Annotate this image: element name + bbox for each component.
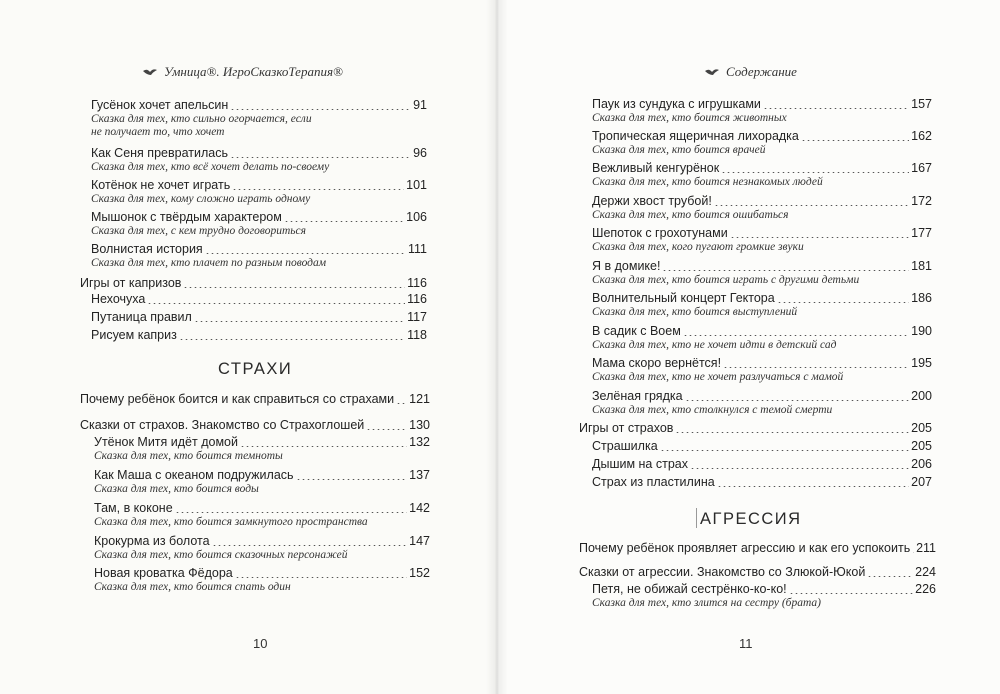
section-heading: СТРАХИ — [218, 360, 293, 378]
toc-entry-note: Сказка для тех, кто не хочет разлучаться с мамой — [592, 371, 844, 383]
toc-entry-note: Сказка для тех, кому сложно играть одному — [91, 193, 311, 205]
toc-entry-title: Как Сеня превратилась — [91, 146, 228, 160]
toc-entry-page: 142 — [409, 501, 430, 515]
page-number: 11 — [739, 636, 753, 651]
toc-entry-note: Сказка для тех, кто не хочет идти в детский сад — [592, 339, 837, 351]
toc-entry-page: 162 — [911, 129, 932, 143]
toc-entry — [94, 468, 430, 496]
toc-entry — [91, 328, 427, 343]
toc-entry-page: 186 — [911, 291, 932, 305]
toc-entry-page: 117 — [407, 310, 427, 324]
toc-entry-title: Котёнок не хочет играть — [91, 178, 231, 192]
toc-entry-title: Страшилка — [592, 439, 658, 453]
toc-entry-page: 96 — [413, 146, 427, 160]
toc-entry — [80, 276, 427, 291]
toc-entry-title: Мышонок с твёрдым характером — [91, 210, 282, 224]
toc-entry — [592, 226, 932, 254]
toc-entry — [592, 356, 932, 384]
toc-entry-page: 195 — [911, 356, 932, 370]
toc-entry-title: Тропическая ящеричная лихорадка — [592, 129, 799, 143]
toc-entry — [91, 292, 427, 307]
toc-entry — [579, 421, 932, 436]
toc-entry-title: Волнительный концерт Гектора — [592, 291, 775, 305]
toc-entry-title: В садик с Воем — [592, 324, 681, 338]
section-heading: АГРЕССИЯ — [700, 510, 802, 528]
toc-entry — [91, 310, 427, 325]
toc-entry-note: Сказка для тех, кто злится на сестру (брата) — [592, 597, 821, 609]
toc-entry — [592, 324, 932, 352]
toc-entry-page: 167 — [911, 161, 932, 175]
toc-entry-page: 130 — [409, 418, 430, 432]
toc-entry-note: Сказка для тех, кто боится выступлений — [592, 306, 798, 318]
toc-entry-note: Сказка для тех, кто сильно огорчается, если — [91, 113, 312, 125]
toc-entry-page: 172 — [911, 194, 932, 208]
toc-entry-page: 147 — [409, 534, 430, 548]
toc-entry-page: 205 — [911, 439, 932, 453]
toc-entry — [592, 291, 932, 319]
bird-ornament-icon — [142, 67, 158, 77]
running-head-title: Содержание — [726, 64, 797, 79]
toc-entry-title: Крокурма из болота — [94, 534, 210, 548]
toc-entry-page: 200 — [911, 389, 932, 403]
toc-entry-title: Я в домике! — [592, 259, 661, 273]
toc-entry-note: Сказка для тех, кто всё хочет делать по-своему — [91, 161, 330, 173]
toc-entry — [592, 259, 932, 287]
toc-entry-note: Сказка для тех, кто боится сказочных персонажей — [94, 549, 348, 561]
toc-entry-title: Вежливый кенгурёнок — [592, 161, 720, 175]
toc-entry — [592, 97, 932, 125]
toc-entry — [592, 582, 936, 610]
toc-entry-page: 101 — [406, 178, 427, 192]
toc-entry-page: 118 — [407, 328, 427, 342]
toc-entry — [592, 129, 932, 157]
toc-entry — [94, 566, 430, 594]
toc-entry-page: 224 — [915, 565, 936, 579]
right-page — [496, 0, 1000, 694]
toc-entry-page: 181 — [911, 259, 932, 273]
toc-entry-page: 91 — [413, 98, 427, 112]
bird-ornament-icon — [704, 67, 720, 77]
toc-entry-note: Сказка для тех, кто боится животных — [592, 112, 787, 124]
toc-entry-title: Как Маша с океаном подружилась — [94, 468, 294, 482]
toc-entry-page: 121 — [409, 392, 430, 406]
running-head — [142, 64, 343, 80]
toc-entry-title: Шепоток с грохотунами — [592, 226, 728, 240]
toc-entry-page: 116 — [407, 276, 427, 290]
toc-entry-title: Рисуем каприз — [91, 328, 177, 342]
toc-entry-title: Страх из пластилина — [592, 475, 715, 489]
toc-entry-title: Игры от страхов — [579, 421, 674, 435]
toc-entry-page: 206 — [911, 457, 932, 471]
toc-entry-title: Держи хвост трубой! — [592, 194, 712, 208]
toc-entry — [91, 146, 427, 174]
toc-entry-page: 152 — [409, 566, 430, 580]
toc-entry-title: Гусёнок хочет апельсин — [91, 98, 229, 112]
toc-entry-page: 177 — [911, 226, 932, 240]
toc-entry-title: Паук из сундука с игрушками — [592, 97, 761, 111]
toc-entry-page: 226 — [915, 582, 936, 596]
toc-entry — [91, 210, 427, 238]
toc-entry-page: 190 — [911, 324, 932, 338]
toc-entry — [80, 392, 430, 407]
toc-entry-note: Сказка для тех, с кем трудно договориться — [91, 225, 306, 237]
toc-entry-page: 106 — [406, 210, 427, 224]
toc-entry-title: Петя, не обижай сестрёнко-ко-ко! — [592, 582, 787, 596]
toc-entry — [592, 475, 932, 490]
toc-entry-note: Сказка для тех, кто плачет по разным поводам — [91, 257, 327, 269]
running-head-title: Умница®. ИгроСказкоТерапия® — [164, 64, 343, 79]
running-head — [704, 64, 797, 80]
scan-artifact — [696, 508, 697, 528]
toc-entry — [579, 565, 936, 580]
toc-entry-page: 211 — [916, 541, 936, 555]
toc-entry-title: Почему ребёнок проявляет агрессию и как его успокоить — [579, 541, 911, 555]
toc-entry-title: Игры от капризов — [80, 276, 182, 290]
toc-entry-note: не получает то, что хочет — [91, 126, 225, 138]
toc-entry-page: 137 — [409, 468, 430, 482]
toc-entry — [94, 534, 430, 562]
page-number: 10 — [253, 636, 268, 651]
toc-entry-note: Сказка для тех, кто боится воды — [94, 483, 259, 495]
toc-entry — [592, 457, 932, 472]
toc-entry-title: Зелёная грядка — [592, 389, 683, 403]
toc-entry — [91, 242, 427, 270]
toc-entry-page: 205 — [911, 421, 932, 435]
toc-entry-title: Там, в коконе — [94, 501, 173, 515]
book-gutter — [486, 0, 508, 694]
toc-entry-page: 207 — [911, 475, 932, 489]
toc-entry-title: Сказки от агрессии. Знакомство со Злюкой-Юкой — [579, 565, 866, 579]
toc-entry-page: 116 — [407, 292, 427, 306]
toc-entry-page: 111 — [407, 242, 427, 256]
toc-entry-note: Сказка для тех, кого пугают громкие звуки — [592, 241, 804, 253]
toc-entry — [91, 178, 427, 206]
toc-entry-note: Сказка для тех, кто столкнулся с темой смерти — [592, 404, 833, 416]
toc-entry-note: Сказка для тех, кто боится ошибаться — [592, 209, 789, 221]
toc-entry-title: Сказки от страхов. Знакомство со Страхоглошей — [80, 418, 365, 432]
toc-entry — [579, 541, 936, 556]
toc-entry — [91, 98, 427, 139]
toc-entry — [592, 194, 932, 222]
toc-entry-title: Дышим на страх — [592, 457, 688, 471]
toc-entry-title: Утёнок Митя идёт домой — [94, 435, 238, 449]
left-page — [0, 0, 496, 694]
toc-entry-note: Сказка для тех, кто боится играть с другими детьми — [592, 274, 860, 286]
toc-entry-note: Сказка для тех, кто боится незнакомых людей — [592, 176, 823, 188]
toc-entry — [592, 439, 932, 454]
toc-entry-note: Сказка для тех, кто боится темноты — [94, 450, 283, 462]
toc-entry — [94, 501, 430, 529]
toc-entry-page: 157 — [911, 97, 932, 111]
toc-entry — [592, 161, 932, 189]
toc-entry-page: 132 — [409, 435, 430, 449]
toc-entry — [592, 389, 932, 417]
toc-entry-title: Почему ребёнок боится и как справиться со страхами — [80, 392, 395, 406]
toc-entry-note: Сказка для тех, кто боится замкнутого пространства — [94, 516, 368, 528]
toc-entry-title: Мама скоро вернётся! — [592, 356, 722, 370]
toc-entry-note: Сказка для тех, кто боится врачей — [592, 144, 766, 156]
toc-entry — [80, 418, 430, 433]
toc-entry-note: Сказка для тех, кто боится спать один — [94, 581, 291, 593]
toc-entry-title: Нехочуха — [91, 292, 146, 306]
toc-entry — [94, 435, 430, 463]
toc-entry-title: Волнистая история — [91, 242, 203, 256]
toc-entry-title: Новая кроватка Фёдора — [94, 566, 233, 580]
toc-entry-title: Путаница правил — [91, 310, 192, 324]
